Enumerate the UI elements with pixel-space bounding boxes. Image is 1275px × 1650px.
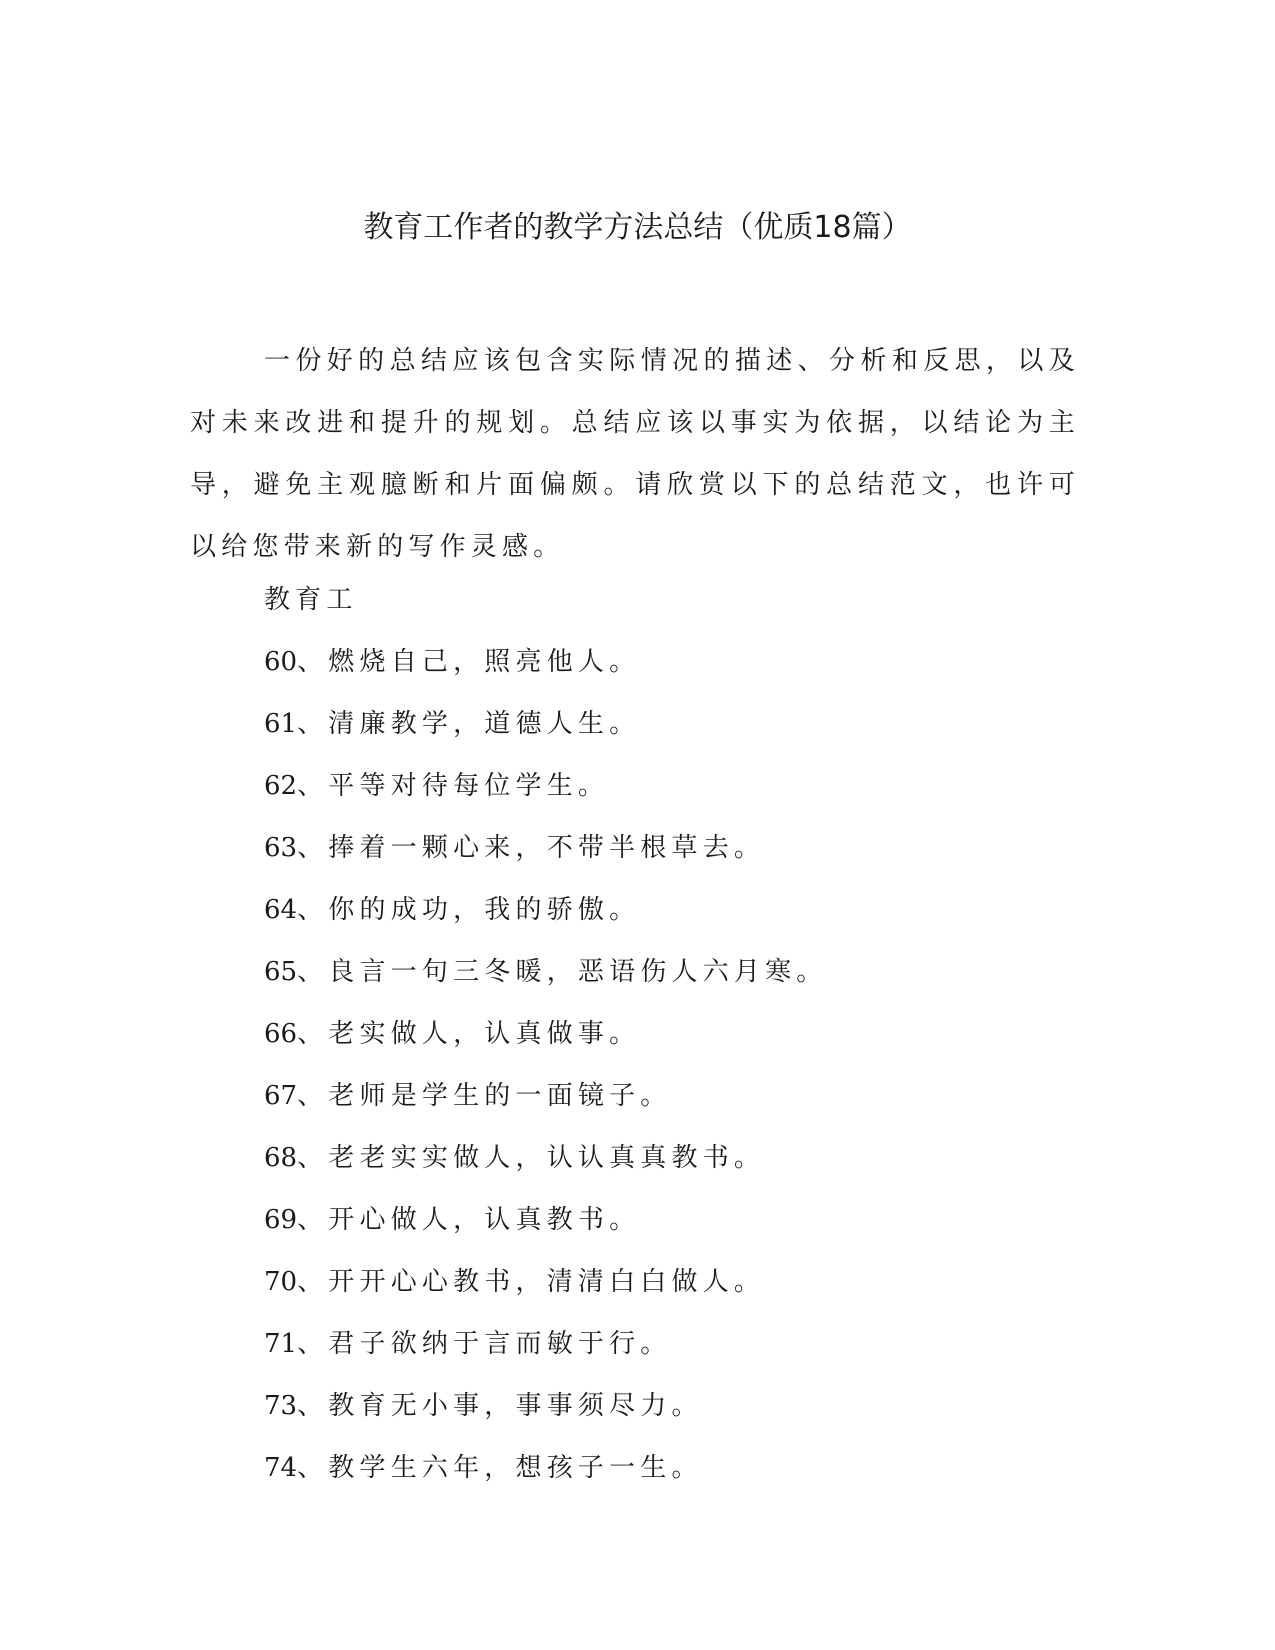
item-number: 73 [264, 1391, 298, 1421]
list-item [264, 1127, 828, 1189]
list-item [264, 1003, 828, 1065]
item-number: 65 [264, 957, 298, 987]
item-number: 67 [264, 1081, 298, 1111]
item-text: 平等对待每位学生。 [328, 771, 610, 801]
item-text: 教学生六年，想孩子一生。 [328, 1453, 703, 1483]
item-number: 69 [264, 1205, 298, 1235]
intro-paragraph: 一份好的总结应该包含实际情况的描述、分析和反思，以及对未来改进和提升的规划。总结应该以事实为依据，以结论为主导，避免主观臆断和片面偏颇。请欣赏以下的总结范文，也许可以给您带来新的写作灵感。 [190, 346, 1080, 562]
list-item [264, 879, 828, 941]
item-separator: 、 [297, 895, 329, 925]
item-separator: 、 [297, 1329, 329, 1359]
item-text: 燃烧自己，照亮他人。 [328, 647, 641, 677]
list-item [264, 941, 828, 1003]
item-separator: 、 [297, 771, 329, 801]
list-item [264, 1065, 828, 1127]
item-number: 66 [264, 1019, 298, 1049]
item-text: 良言一句三冬暖，恶语伤人六月寒。 [328, 957, 828, 987]
item-text: 捧着一颗心来，不带半根草去。 [328, 833, 766, 863]
list-item [264, 755, 828, 817]
item-text: 开心做人，认真教书。 [328, 1205, 641, 1235]
list-item [264, 1437, 828, 1499]
item-number: 68 [264, 1143, 298, 1173]
item-separator: 、 [297, 647, 329, 677]
item-number: 74 [264, 1453, 298, 1483]
item-separator: 、 [297, 1453, 329, 1483]
item-separator: 、 [297, 709, 329, 739]
item-separator: 、 [297, 833, 329, 863]
list-item [264, 693, 828, 755]
item-text: 开开心心教书，清清白白做人。 [328, 1267, 766, 1297]
item-number: 60 [264, 647, 298, 677]
item-text: 老实做人，认真做事。 [328, 1019, 641, 1049]
item-separator: 、 [297, 1143, 329, 1173]
motto-list [264, 569, 828, 1499]
section-heading: 教育工 [264, 585, 358, 615]
item-separator: 、 [297, 1205, 329, 1235]
item-text: 清廉教学，道德人生。 [328, 709, 641, 739]
list-item [264, 1251, 828, 1313]
item-number: 70 [264, 1267, 298, 1297]
list-item [264, 817, 828, 879]
list-item [264, 1189, 828, 1251]
item-number: 64 [264, 895, 298, 925]
item-text: 君子欲纳于言而敏于行。 [328, 1329, 672, 1359]
item-separator: 、 [297, 1267, 329, 1297]
item-separator: 、 [297, 957, 329, 987]
item-number: 62 [264, 771, 298, 801]
item-separator: 、 [297, 1081, 329, 1111]
list-item [264, 1375, 828, 1437]
item-number: 61 [264, 709, 298, 739]
item-text: 教育无小事，事事须尽力。 [328, 1391, 703, 1421]
item-separator: 、 [297, 1391, 329, 1421]
list-item [264, 1313, 828, 1375]
document-title: 教育工作者的教学方法总结（优质18篇） [363, 210, 912, 245]
item-separator: 、 [297, 1019, 329, 1049]
item-text: 你的成功，我的骄傲。 [328, 895, 641, 925]
list-item [264, 631, 828, 693]
item-text: 老老实实做人，认认真真教书。 [328, 1143, 766, 1173]
item-text: 老师是学生的一面镜子。 [328, 1081, 672, 1111]
item-number: 63 [264, 833, 298, 863]
item-number: 71 [264, 1329, 298, 1359]
